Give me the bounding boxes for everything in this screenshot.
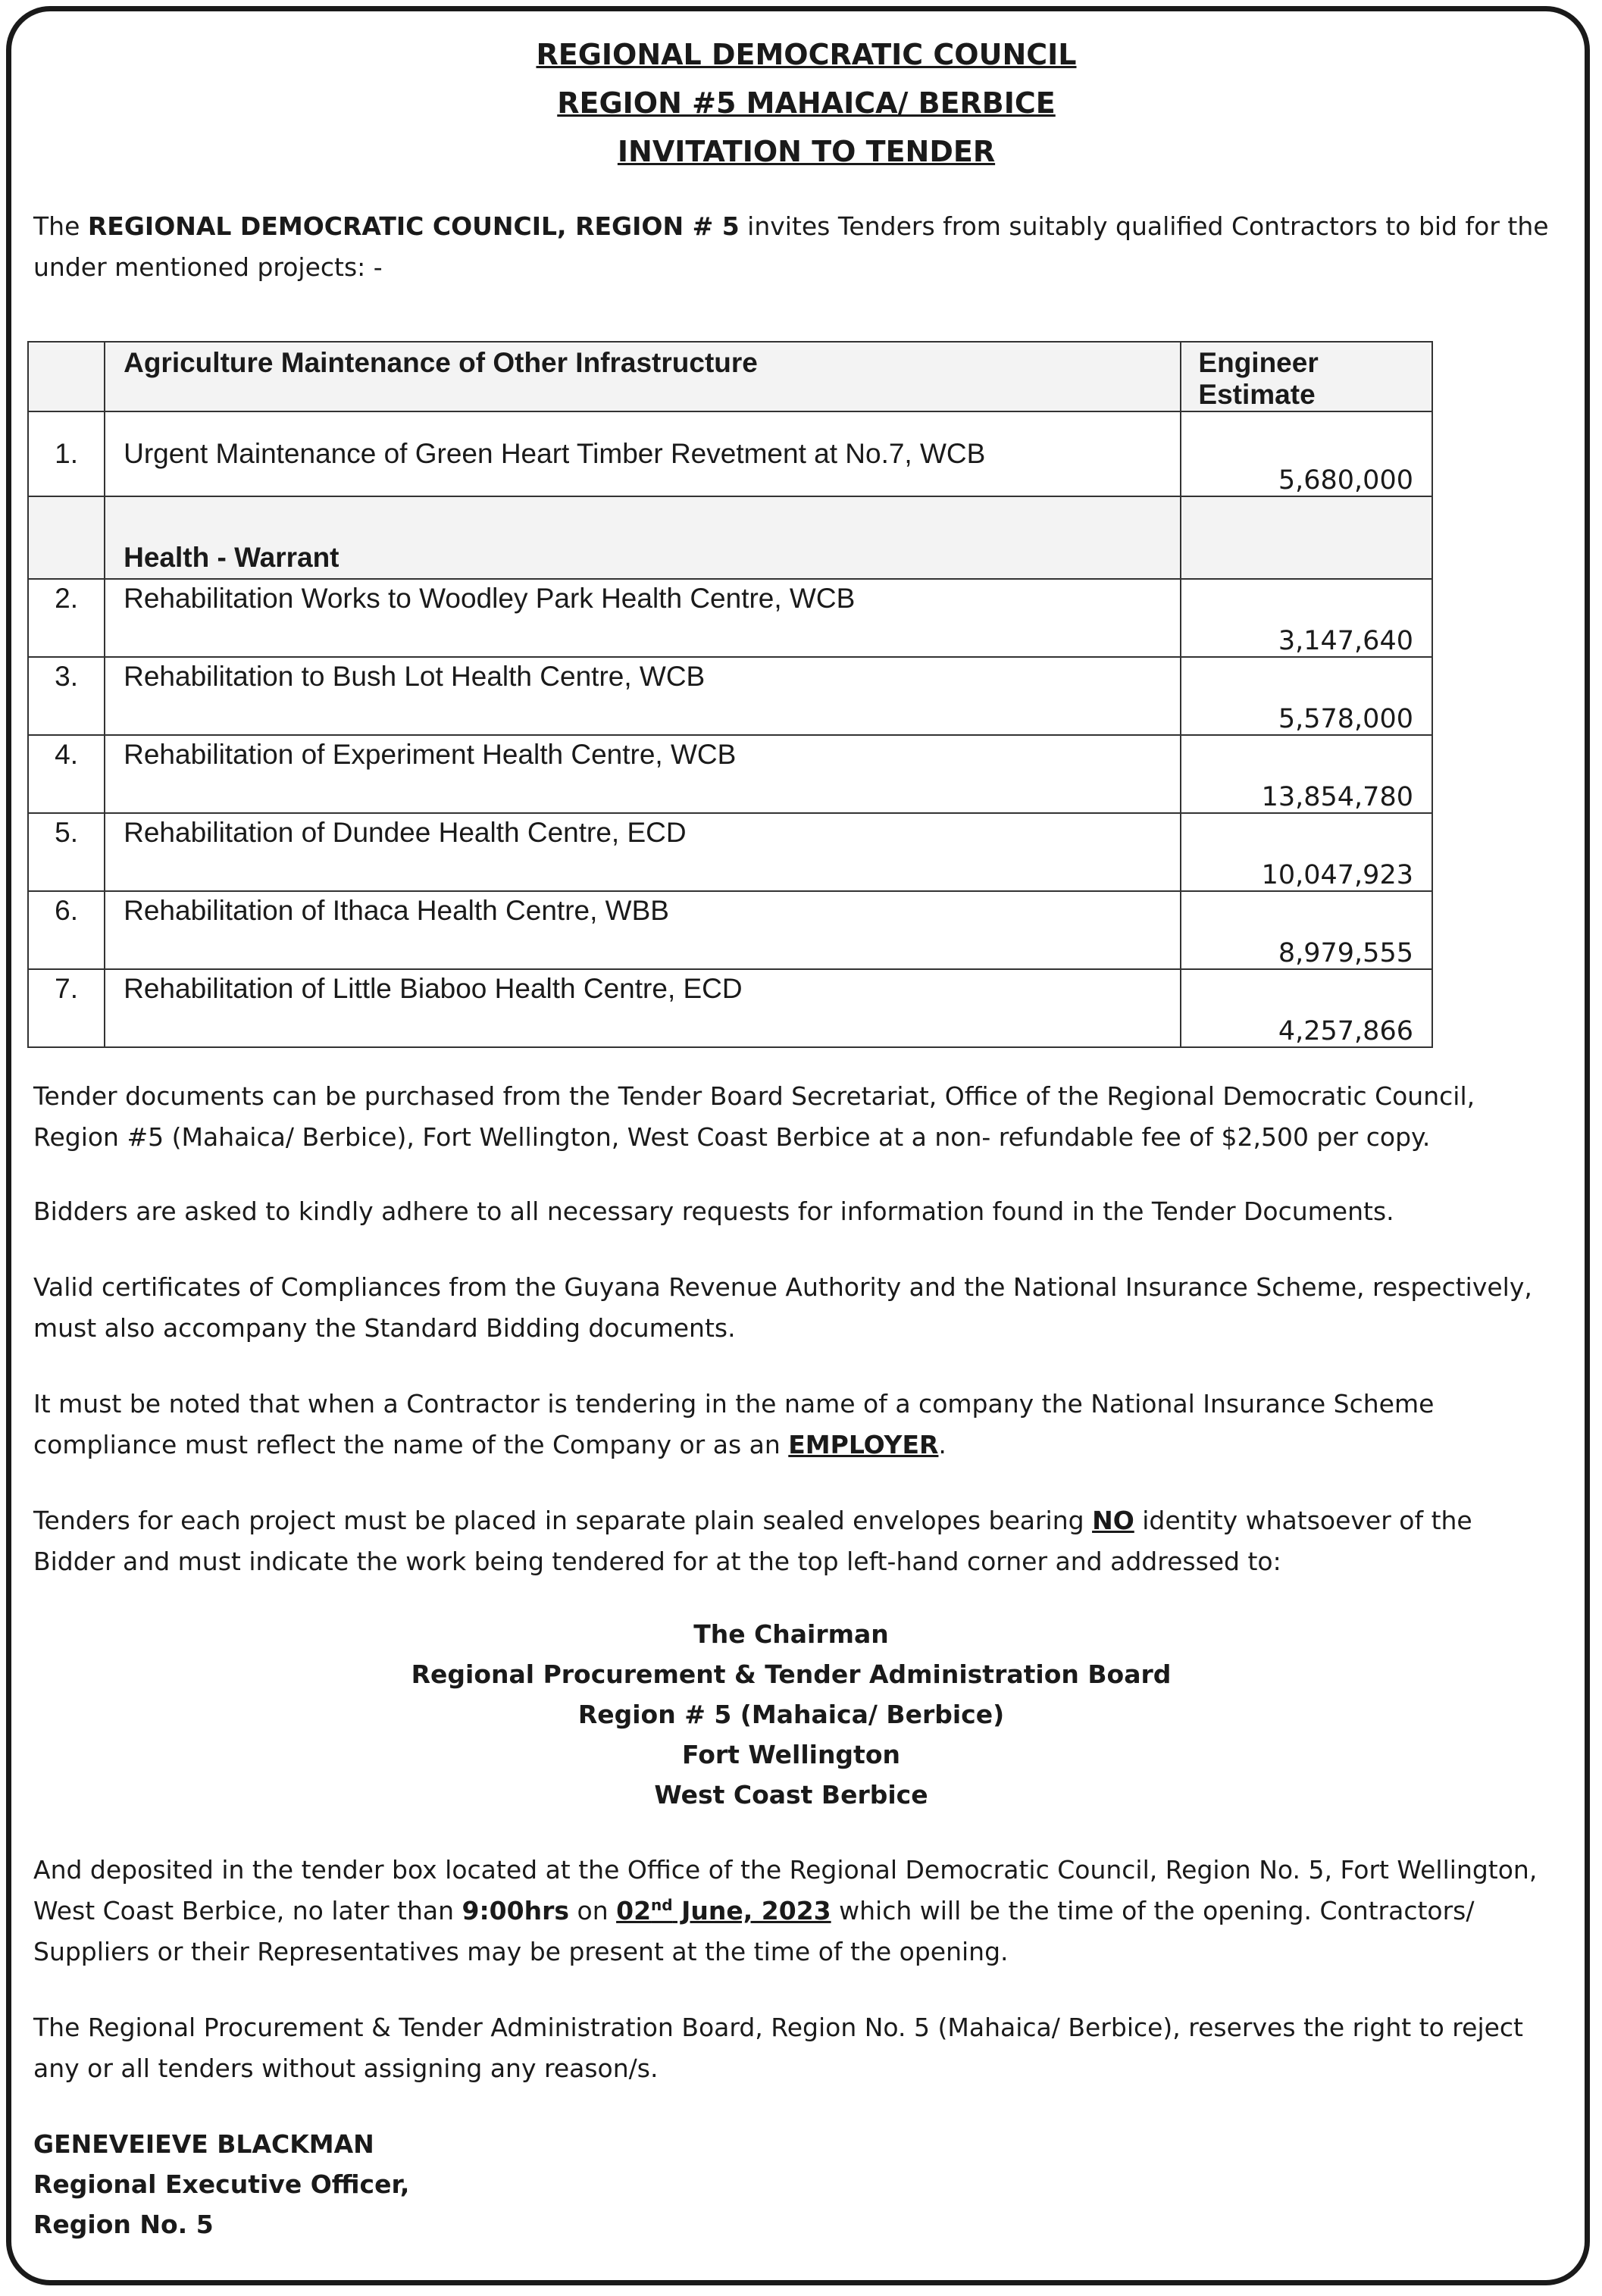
row-description: Rehabilitation of Ithaca Health Centre, WBB	[124, 895, 669, 926]
deposit-time: 9:00hrs	[462, 1896, 570, 1925]
row-number: 4.	[55, 739, 78, 770]
section-title-agriculture: Agriculture Maintenance of Other Infrastructure	[105, 342, 1181, 411]
signatory-name: GENEVEIEVE BLACKMAN	[33, 2129, 374, 2159]
deposit-day-suffix: nd	[651, 1896, 673, 1914]
deposit-date: June, 2023	[672, 1896, 831, 1925]
address-line-2: Regional Procurement & Tender Administration Board	[411, 1659, 1172, 1689]
heading-line-1: REGIONAL DEMOCRATIC COUNCIL	[536, 38, 1077, 71]
signature-block	[33, 2124, 1549, 2244]
table-row	[28, 969, 1432, 1047]
row-estimate: 4,257,866	[1181, 969, 1432, 1047]
notice-body	[33, 1076, 1549, 2244]
envelopes-paragraph	[33, 1500, 1549, 1582]
row-description: Rehabilitation of Experiment Health Centre, WCB	[124, 739, 737, 770]
row-estimate: 5,578,000	[1181, 657, 1432, 735]
row-number: 7.	[55, 973, 78, 1004]
signatory-region: Region No. 5	[33, 2210, 214, 2239]
heading-line-2: REGION #5 MAHAICA/ BERBICE	[557, 86, 1056, 120]
row-number: 2.	[55, 583, 78, 614]
address-block	[33, 1614, 1549, 1815]
table-row	[28, 579, 1432, 657]
tender-notice	[33, 30, 1579, 2239]
table-row	[28, 411, 1432, 496]
row-description: Rehabilitation of Dundee Health Centre, ECD	[124, 817, 687, 848]
row-estimate: 13,854,780	[1181, 735, 1432, 813]
deposit-paragraph	[33, 1850, 1549, 1972]
row-estimate: 8,979,555	[1181, 891, 1432, 969]
row-description: Rehabilitation to Bush Lot Health Centre, WCB	[124, 661, 706, 692]
address-line-5: West Coast Berbice	[654, 1780, 928, 1810]
envelopes-prefix: Tenders for each project must be placed in separate plain sealed envelopes bearing	[33, 1506, 1093, 1535]
row-description: Urgent Maintenance of Green Heart Timber Revetment at No.7, WCB	[124, 438, 986, 469]
documents-paragraph: Tender documents can be purchased from the Tender Board Secretariat, Office of the Regional Democratic Council, Region #5 (Mahaica/ Berbice), Fort Wellington, West Coast Berbice at a non- refundable fee of $2,500 per copy.	[33, 1081, 1475, 1152]
address-line-1: The Chairman	[693, 1619, 889, 1649]
deposit-on: on	[569, 1896, 617, 1925]
noted-paragraph	[33, 1384, 1549, 1465]
intro-suffix: invites Tenders from suitably qualified Contractors to bid for the under mentioned projects: -	[33, 211, 1549, 282]
estimate-header-line-1: Engineer	[1198, 347, 1319, 378]
employer-emphasis: EMPLOYER	[788, 1430, 939, 1459]
row-number: 3.	[55, 661, 78, 692]
row-number: 5.	[55, 817, 78, 848]
address-line-3: Region # 5 (Mahaica/ Berbice)	[577, 1700, 1005, 1729]
no-emphasis: NO	[1092, 1506, 1134, 1535]
row-description: Rehabilitation of Little Biaboo Health Centre, ECD	[124, 973, 743, 1004]
table-row	[28, 657, 1432, 735]
signatory-title: Regional Executive Officer,	[33, 2169, 410, 2199]
projects-table	[27, 341, 1433, 1048]
row-number: 1.	[55, 438, 78, 469]
row-estimate: 5,680,000	[1181, 411, 1432, 496]
heading-line-3: INVITATION TO TENDER	[617, 135, 996, 168]
deposit-suffix: which will be the time of the opening. Contractors/ Suppliers or their Representatives may be present at the time of the opening.	[33, 1896, 1475, 1966]
envelopes-suffix: identity whatsoever of the Bidder and must indicate the work being tendered for at the top left-hand corner and addressed to:	[33, 1506, 1472, 1576]
intro-org: REGIONAL DEMOCRATIC COUNCIL, REGION # 5	[87, 211, 740, 241]
intro-paragraph	[33, 206, 1579, 288]
noted-suffix: .	[938, 1430, 946, 1459]
section-title-health: Health - Warrant	[105, 496, 1181, 579]
address-line-4: Fort Wellington	[681, 1740, 900, 1769]
certificates-paragraph: Valid certificates of Compliances from the Guyana Revenue Authority and the National Insurance Scheme, respectively, must also accompany the Standard Bidding documents.	[33, 1272, 1532, 1343]
table-row	[28, 735, 1432, 813]
row-estimate: 10,047,923	[1181, 813, 1432, 891]
noted-prefix: It must be noted that when a Contractor is tendering in the name of a company the National Insurance Scheme compliance must reflect the name of the Company or as an	[33, 1389, 1435, 1459]
header-num-cell	[28, 342, 105, 411]
intro-prefix: The	[33, 211, 88, 241]
row-number: 6.	[55, 895, 78, 926]
estimate-header-line-2: Estimate	[1198, 379, 1316, 410]
section-row-health	[28, 496, 1432, 579]
row-estimate: 3,147,640	[1181, 579, 1432, 657]
reserve-paragraph: The Regional Procurement & Tender Administration Board, Region No. 5 (Mahaica/ Berbice), reserves the right to reject any or all tenders without assigning any reason/s.	[33, 2013, 1523, 2083]
deposit-prefix: And deposited in the tender box located at the Office of the Regional Democratic Council, Region No. 5, Fort Wellington, West Coast Berbice, no later than	[33, 1855, 1538, 1925]
bidders-paragraph: Bidders are asked to kindly adhere to all necessary requests for information found in the Tender Documents.	[33, 1196, 1394, 1226]
table-row	[28, 813, 1432, 891]
deposit-day: 02	[616, 1896, 652, 1925]
table-row	[28, 891, 1432, 969]
estimate-header	[1181, 342, 1432, 411]
row-description: Rehabilitation Works to Woodley Park Health Centre, WCB	[124, 583, 856, 614]
notice-heading	[33, 30, 1579, 176]
table-header-row	[28, 342, 1432, 411]
